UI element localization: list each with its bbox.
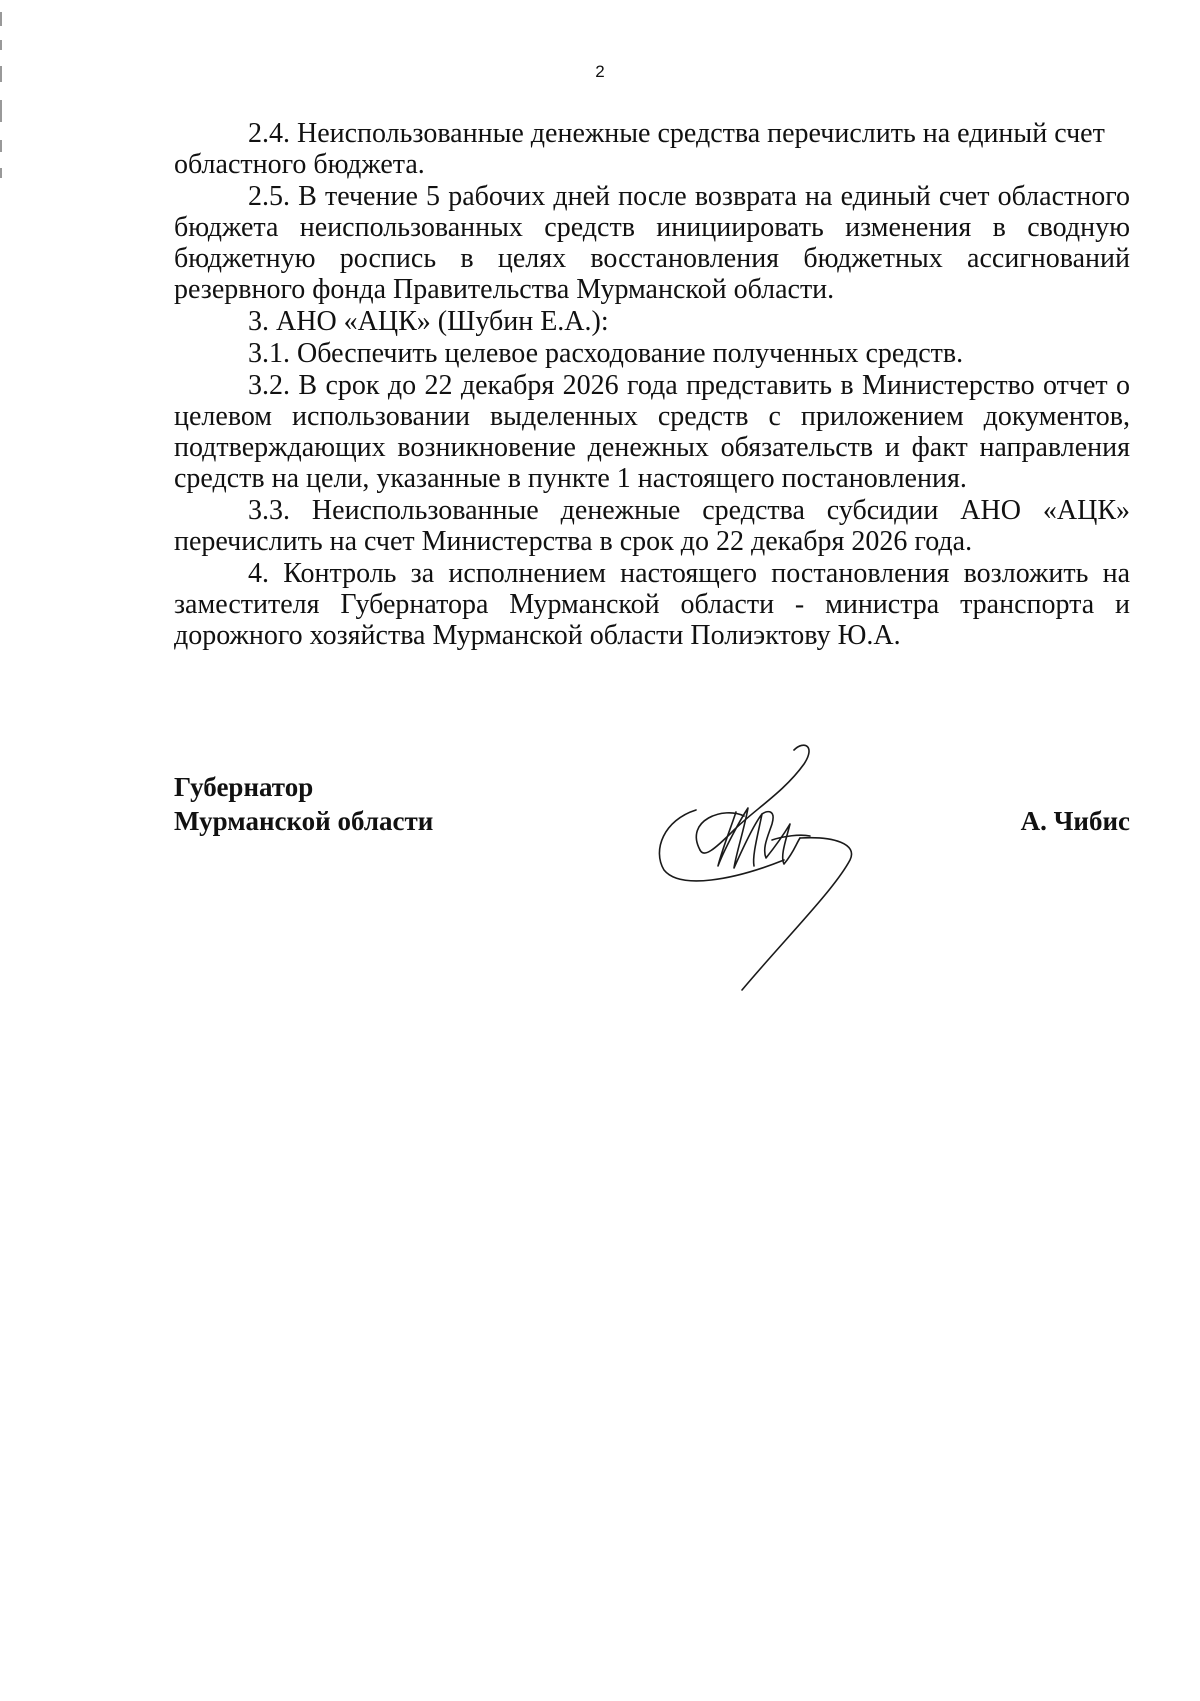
scan-edge-marks (0, 0, 4, 200)
paragraph-3: 3. АНО «АЦК» (Шубин Е.А.): (248, 306, 609, 337)
paragraph-2-5: 2.5. В течение 5 рабочих дней после возврата на единый счет областного бюджета неиспользованных средств инициировать изменения в сводную бюджетную роспись в целях восстановления бюджетных ассигнований резервного фонда Правительства Мурманской области. (174, 181, 1130, 305)
paragraph-3-1: 3.1. Обеспечить целевое расходование полученных средств. (248, 338, 964, 369)
paragraph-4: 4. Контроль за исполнением настоящего постановления возложить на заместителя Губернатора Мурманской области - министра транспорта и дорожного хозяйства Мурманской области Полиэктову Ю.А. (174, 558, 1130, 651)
page-number: 2 (595, 62, 605, 81)
signatory-title-line1: Губернатор (174, 772, 314, 802)
paragraph-3-2: 3.2. В срок до 22 декабря 2026 года представить в Министерство отчет о целевом использовании выделенных средств с приложением документов, подтверждающих возникновение денежных обязательств и факт направления средств на цели, указанные в пункте 1 настоящего постановления. (174, 370, 1130, 494)
signatory-title-line2: Мурманской области (174, 806, 434, 836)
paragraph-3-3: 3.3. Неиспользованные денежные средства субсидии АНО «АЦК» перечислить на счет Министерства в срок до 22 декабря 2026 года. (174, 495, 1130, 557)
handwritten-signature-icon (644, 740, 864, 1000)
paragraph-2-4: 2.4. Неиспользованные денежные средства перечислить на единый счет областного бюджета. (174, 118, 1105, 180)
signatory-name: А. Чибис (1020, 806, 1130, 836)
signature-block (174, 770, 1130, 1030)
document-body (174, 118, 1130, 652)
signatory-title (174, 770, 433, 838)
